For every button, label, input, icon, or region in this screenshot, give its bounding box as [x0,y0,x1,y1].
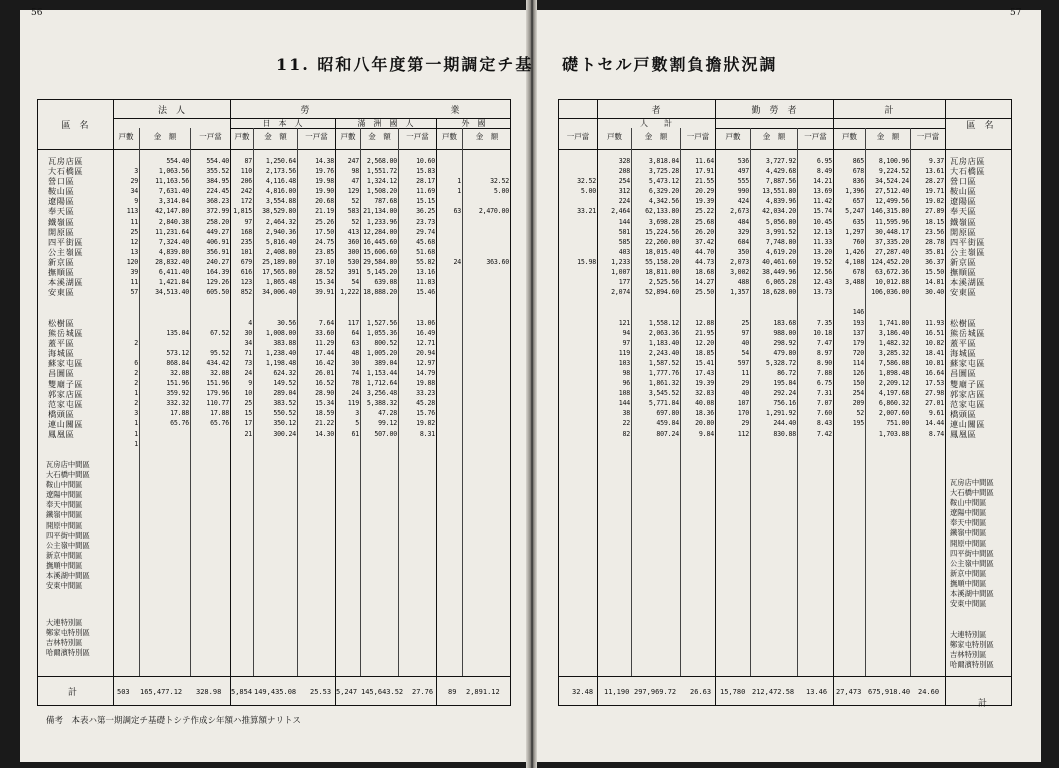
header-kosu: 戸數 [442,132,457,141]
table-title-left: 11. 昭和八年度第一期調定チ基 [276,55,534,74]
header-kosu: 戸數 [340,132,356,141]
left-houjin-ikoate-column: 554.40 355.52 384.95 224.45 368.23 372.99 258.20 449.27 406.91 356.91 240.27 164.39 129.26 605.50 67.52 95.52 434.42 32.08 151.96 179.96 110.77 17.88 65.76 [206,157,229,428]
left-houjin-kosu-column: 3 29 34 9 113 11 25 12 13 120 39 11 57 2 6 2 2 1 2 3 1 1 1 [126,167,138,448]
header-kingaku: 金 額 [762,132,786,141]
header-district-left: 區 名 [61,121,89,131]
header-kosu: 戸數 [234,132,250,141]
total-m-ate: 27.76 [412,688,434,696]
district-list: 瓦房店區 大石橋區 營口區 鞍山區 遼陽區 奉天區 鐵嶺區 開原區 四平街區 公主嶺區 新京區 撫順區 本溪湖區 安東區 [48,156,84,298]
header-kingaku: 金 額 [644,132,668,141]
right-pre-column: 32.52 5.00 33.21 15.98 [577,177,596,266]
header-kosu: 戸數 [725,132,741,141]
header-nihonjin: 日 本 人 [262,119,303,128]
right-kei-kingaku-column: 3,818.04 3,725.28 5,473.12 6,329.20 4,342.56 62,133.80 3,698.28 15,224.56 22,260.00 18,015.40 55,158.20 18,811.00 2,525.56 52,894.60 1,558.12 2,063.36 1,183.40 2,243.40 1,587.52 1,777.76 1,861.32 3,545.52 5,771.84 697.80 459.84 807.24 [645,157,679,438]
header-manshu: 滿 洲 國 人 [357,119,414,128]
total-h-kosu: 503 [117,688,130,696]
district-names-group1-left [48,156,83,297]
total-t-ate: 24.60 [918,688,940,696]
district-names-group3-left [46,460,90,591]
right-kei-ikoate-column: 11.64 17.91 21.55 20.29 19.39 25.22 25.68 26.20 37.42 44.70 44.73 18.68 14.27 25.50 12.88 21.95 12.20 18.85 15.41 17.43 19.39 32.83 40.08 18.36 20.80 9.84 [695,157,714,438]
header-kinro: 勤 勞 者 [751,106,797,116]
header-rosaku: 勞 [300,106,310,116]
left-manshu-kosu-column: 247 98 47 129 52 583 52 413 360 300 530 391 54 1,222 117 64 63 48 30 74 78 24 119 3 5 61 [340,157,359,438]
header-kingaku: 金 額 [876,132,900,141]
right-kinro-ikoate-column: 6.95 8.49 14.21 13.69 11.42 15.74 10.45 12.13 11.33 13.20 19.52 12.56 12.43 13.73 7.35 10.18 7.47 8.97 8.90 7.88 6.75 7.31 7.07 7.60 8.43 7.42 [813,157,832,438]
district-list: 大連特別區 鄭家屯特別區 吉林特別區 哈爾濱特別區 [950,630,994,670]
total-n-kin: 149,435.08 [254,688,297,696]
total-t-kosu: 27,473 [836,688,862,696]
total-g-kin: 2,891.12 [466,688,500,696]
header-kingaku: 金 額 [475,132,499,141]
left-nihonjin-ikoate-column: 14.38 19.76 19.98 19.90 20.68 21.19 25.26 17.50 24.75 23.85 37.10 28.52 15.34 39.91 7.64 33.60 11.29 17.44 16.42 26.01 16.52 28.90 15.34 18.59 21.22 14.30 [315,157,334,438]
district-list: 松樹區 熊岳城區 蓋平區 海城區 蘇家屯區 昌圖區 雙廟子區 郭家店區 范家屯區 橋頭區 連山關區 鳳凰區 [48,318,84,440]
district-names-group1-right [950,156,985,297]
header-kosu: 戸數 [607,132,622,141]
district-names-group3-right [950,478,994,609]
left-manshu-kingaku-column: 2,568.00 1,551.72 1,324.12 1,508.20 787.68 21,134.00 1,233.96 12,284.00 16,445.60 15,606.60 29,584.80 5,145.20 639.08 18,888.20 1,527.56 1,055.36 800.52 1,005.20 389.04 1,153.44 1,712.64 3,256.48 5,388.32 47.28 99.12 507.00 [363,157,397,438]
right-header-rule [558,149,1012,150]
left-gaikoku-kingaku-column: 32.52 5.00 2,470.00 363.60 [478,177,509,266]
total-h-kin: 165,477.12 [140,688,183,696]
header-hito: 者 [651,106,661,116]
district-list: 瓦房店中間區 大石橋中間區 鞍山中間區 遼陽中間區 奉天中間區 鐵嶺中間區 開原中間區 四平街中間區 公主嶺中間區 新京中間區 撫順中間區 本溪湖中間區 安東中間區 [950,478,994,609]
left-total-rule [37,676,511,677]
header-kingaku: 金 額 [153,132,177,141]
total-label-right: 計 [978,699,988,709]
header-kosu: 戸數 [118,132,134,141]
header-gaikoku: 外 國 [461,119,486,128]
total-m-kin: 145,643.52 [361,688,404,696]
header-kosu: 戸數 [842,132,857,141]
district-names-group4-right [950,630,994,670]
right-col-divider [945,99,946,706]
total-g-kosu: 89 [448,688,457,696]
left-gaikoku-kosu-column: 1 1 63 24 [453,177,461,266]
total-label-left: 計 [68,688,78,698]
right-kinro-kosu-column: 536 497 555 990 424 2,673 484 329 684 350 2,073 3,002 488 1,357 25 97 40 54 597 11 29 40 107 170 29 112 [730,157,749,438]
district-list: 松樹區 熊岳城區 蓋平區 海城區 蘇家屯區 昌圖區 雙廟子區 郭家店區 范家屯區 橋頭區 連山關區 鳳凰區 [950,318,986,440]
header-hito-kei: 人 計 [640,119,672,128]
header-ikoate: 一戸當 [686,132,710,141]
district-list: 大連特別區 鄭家屯特別區 吉林特別區 哈爾濱特別區 [46,618,90,658]
header-kingaku: 金 額 [264,132,287,141]
right-total-rule [558,676,1012,677]
right-page-number: 57 [1010,8,1022,18]
header-district-right: 區 名 [966,121,994,131]
header-gyou: 業 [450,106,460,116]
header-ikoate: 一戸當 [305,132,328,141]
total-m-kosu: 5,247 [336,688,358,696]
district-names-group2-right [950,318,985,439]
total-h-ate: 328.98 [196,688,222,696]
total-k-ate: 26.63 [690,688,712,696]
header-houjin: 法 人 [157,106,185,116]
book-spine [526,0,537,768]
left-page-number: 56 [31,8,43,18]
total-t-kin: 675,918.40 [868,688,911,696]
left-header-rule [37,149,511,150]
left-nihonjin-kosu-column: 87 110 206 242 172 1,815 97 168 235 101 679 616 123 852 4 30 34 71 73 24 9 10 25 15 17 21 [233,157,252,438]
total-r-kosu: 15,780 [720,688,746,696]
district-list: 瓦房店中間區 大石橋中間區 鞍山中間區 遼陽中間區 奉天中間區 鐵嶺中間區 開原中間區 四平街中間區 公主嶺中間區 新京中間區 撫順中間區 本溪湖中間區 安東中間區 [46,460,90,591]
header-ikoate: 一戸當 [804,132,827,141]
total-r-ate: 13.46 [806,688,828,696]
header-ikoate: 一戸當 [406,132,429,141]
header-ikoate: 一戸當 [916,132,940,141]
header-kei: 計 [884,106,894,116]
right-kei-kosu-column: 328 208 254 312 224 2,464 144 581 585 403 1,233 1,007 177 2,074 121 94 97 119 103 98 96 108 144 38 22 82 [611,157,630,438]
district-names-group2-left [48,318,83,439]
total-n-kosu: 5,854 [231,688,253,696]
total-r-kin: 212,472.58 [752,688,795,696]
right-kinro-kingaku-column: 3,727.92 4,429.68 7,887.56 13,551.80 4,839.96 42,034.20 5,056.80 3,991.52 7,748.80 4,619.20 40,461.60 38,449.96 6,065.28 18,628.00 183.68 988.00 298.92 479.80 5,328.72 86.72 195.84 292.24 756.16 1,291.92 244.40 830.88 [762,157,796,438]
right-total-kingaku-column: 8,100.96 9,224.52 34,524.24 27,512.40 12,499.56 146,315.80 11,595.96 30,448.17 37,335.20 27,287.40 124,452.20 63,672.36 10,012.88 106,036.00 1,741.80 3,186.40 1,482.32 3,285.32 7,586.08 1,898.48 2,209.12 4,197.68 6,860.32 2,007.60 751.00 1,703.88 [871,157,909,438]
total-n-ate: 25.53 [310,688,332,696]
total-k-kin: 297,969.72 [634,688,677,696]
right-total-kosu-column: 865 678 836 1,396 657 5,247 635 1,297 760 1,426 4,108 678 3,488 146 193 137 179 720 114 126 150 254 209 52 195 [845,157,864,428]
right-total-ikoate-column: 9.37 13.61 28.27 19.71 19.02 27.89 18.15 23.56 28.78 35.81 36.37 15.50 14.81 30.40 11.93 16.51 10.82 18.41 10.81 16.64 17.53 27.98 27.01 9.61 14.44 8.74 [925,157,944,438]
footnote: 備考 本表ハ第一期調定チ基礎トシテ作成シ年額ハ推算額ナリトス [46,716,301,726]
left-houjin-kingaku-column: 554.40 1,063.56 11,163.56 7,631.40 3,314.04 42,147.80 2,840.38 11,231.64 7,324.40 4,839.80 28,832.40 6,411.40 1,421.84 34,513.40 135.04 573.12 868.84 32.08 151.96 359.92 332.32 17.88 65.76 [155,157,189,428]
header-ikoate: 一戸當 [199,132,222,141]
left-nihonjin-kingaku-column: 1,250.64 2,173.56 4,116.48 4,816.00 3,554.88 38,529.80 2,464.32 2,940.36 5,816.40 2,408.80 25,189.80 17,565.80 1,865.48 34,006.40 30.56 1,008.00 383.88 1,238.40 1,198.48 624.32 149.52 289.04 383.52 550.52 350.12 300.24 [262,157,296,438]
header-ikoate: 一戸當 [566,132,590,141]
left-manshu-ikoate-column: 10.60 15.83 28.17 11.69 15.15 36.25 23.73 29.74 45.68 51.68 55.82 13.16 11.83 15.46 13.06 16.49 12.71 20.94 12.97 14.79 19.88 33.23 45.28 15.76 19.82 8.31 [416,157,435,438]
total-pre: 32.48 [572,688,594,696]
district-list: 瓦房店區 大石橋區 營口區 鞍山區 遼陽區 奉天區 鐵嶺區 開原區 四平街區 公主嶺區 新京區 撫順區 本溪湖區 安東區 [950,156,986,298]
header-kingaku: 金 額 [368,132,391,141]
district-names-group4-left [46,618,90,658]
total-k-kosu: 11,190 [604,688,630,696]
table-title-right: 礎トセル戸數割負擔狀況調 [562,55,778,74]
